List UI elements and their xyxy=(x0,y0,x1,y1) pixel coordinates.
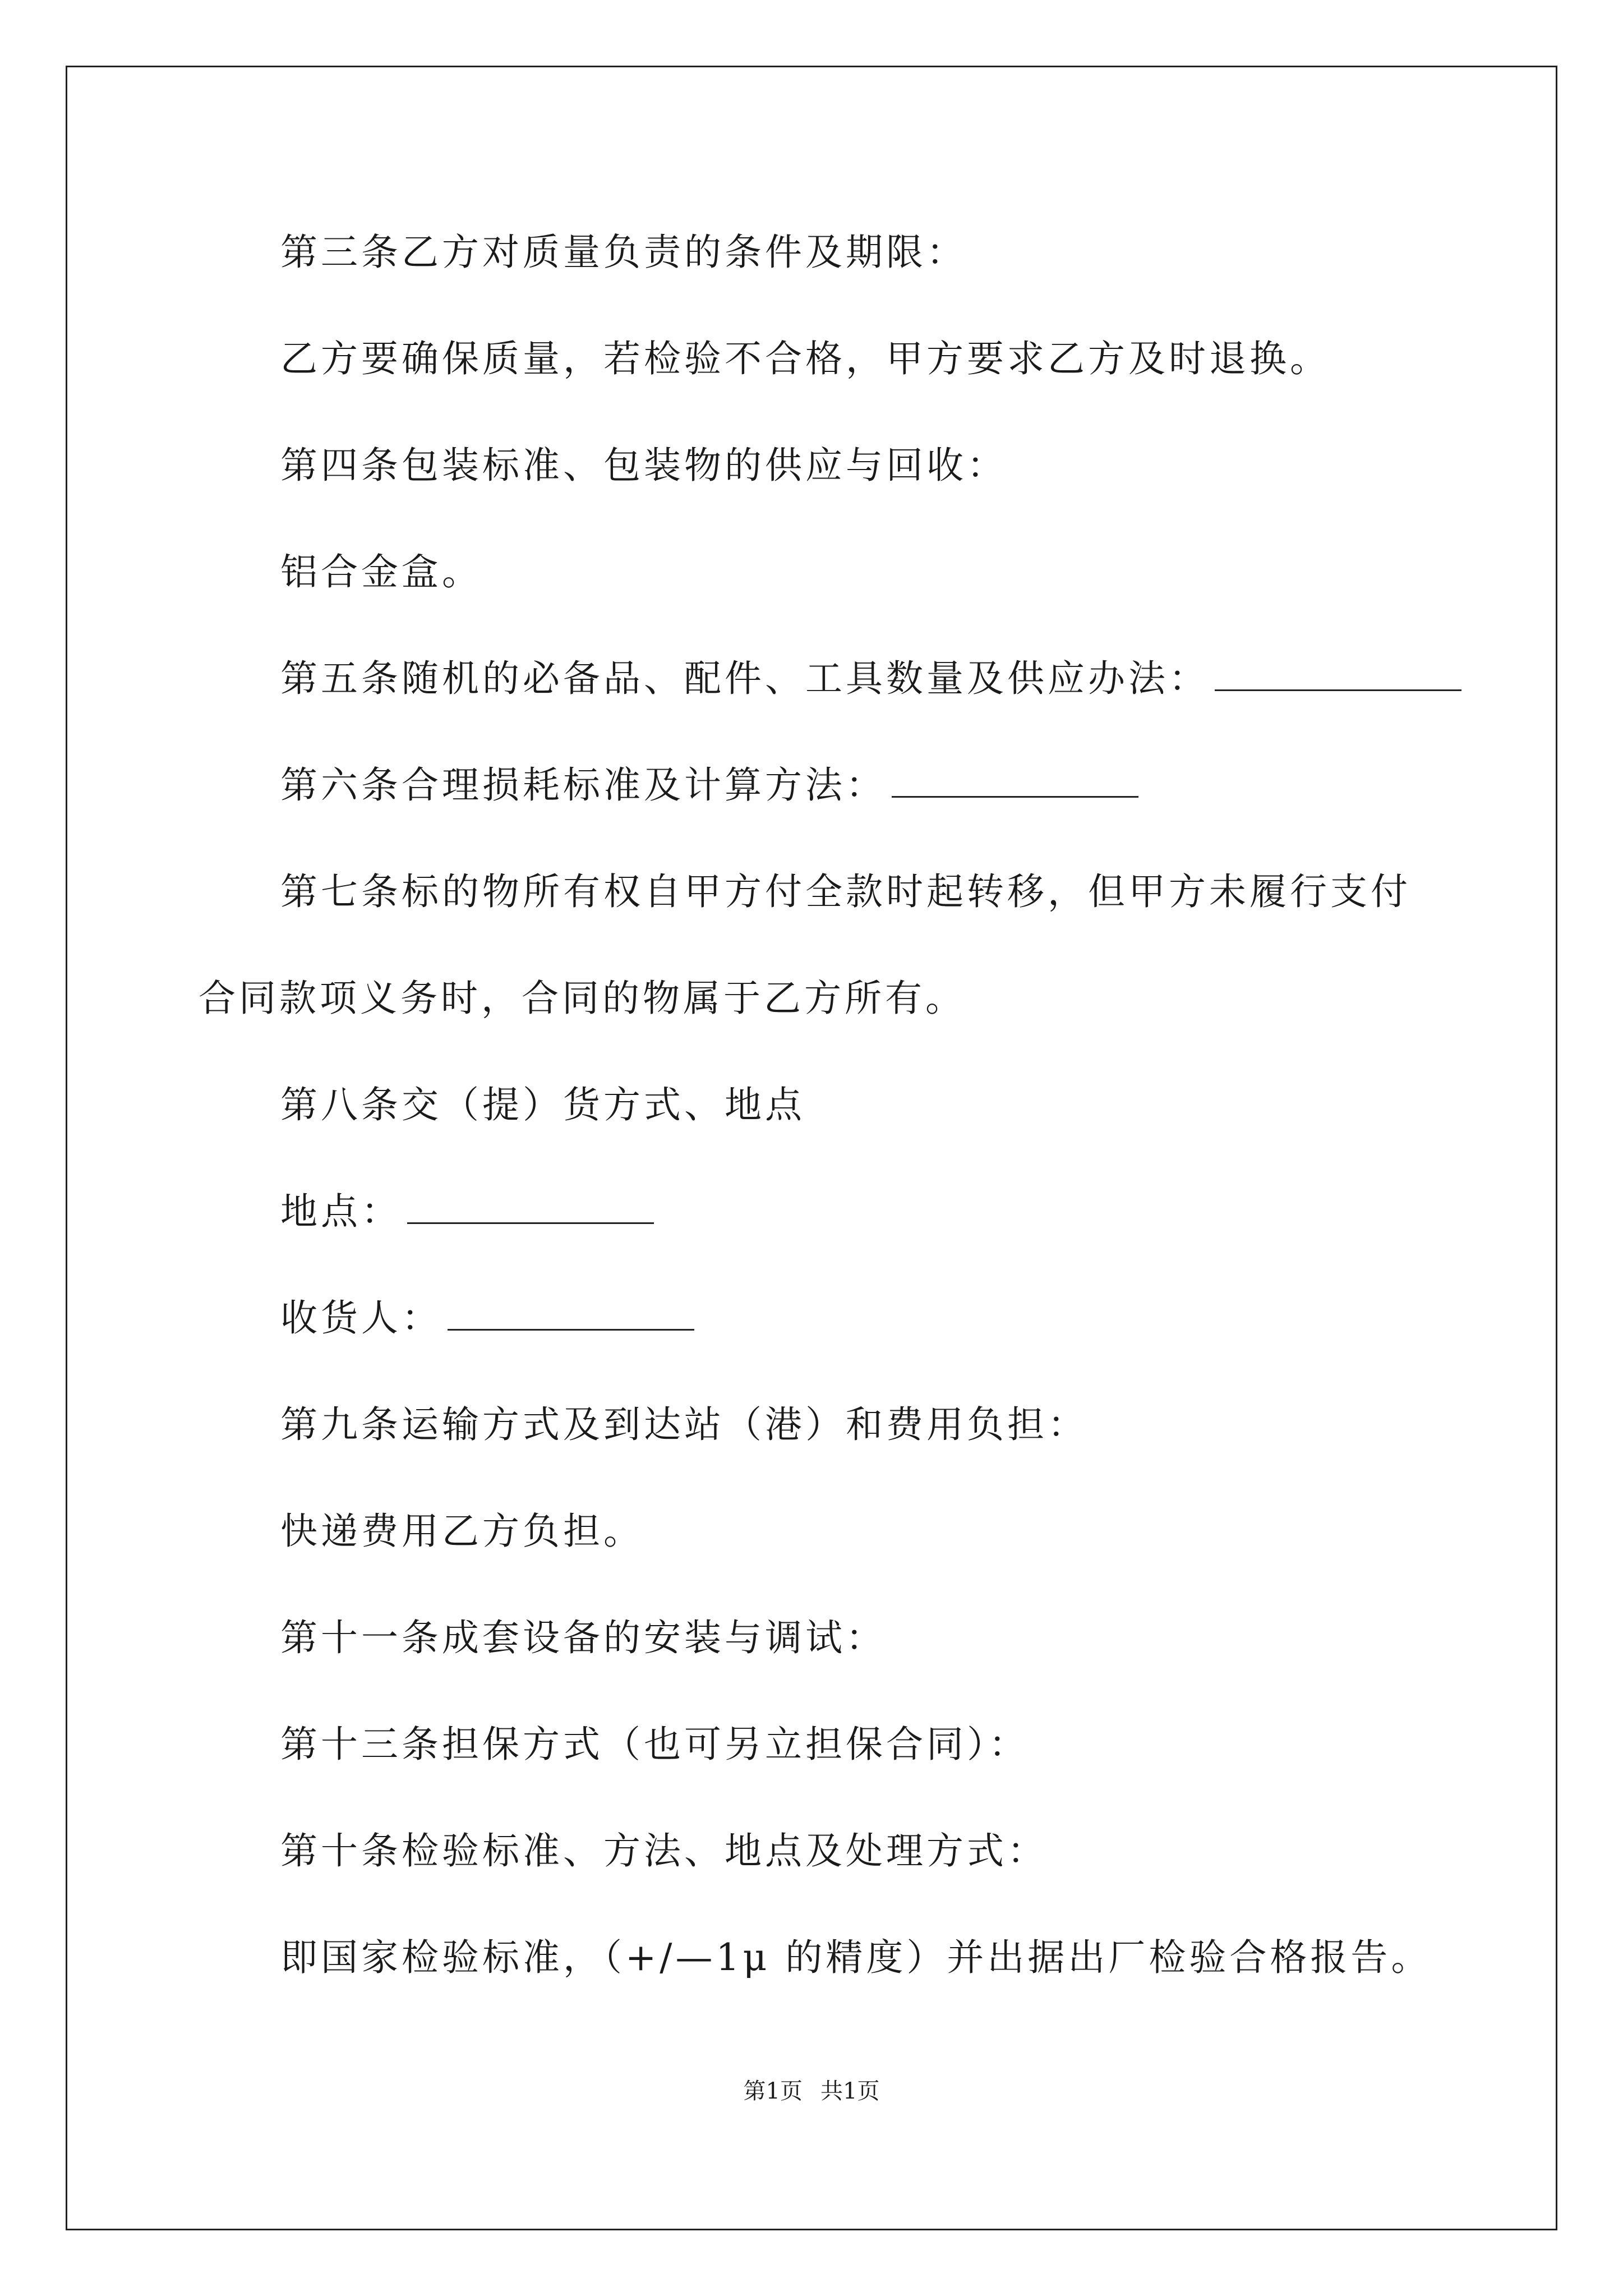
clause-3-body xyxy=(280,334,1330,384)
page-total: 共1页 xyxy=(820,2078,880,2104)
clause-4-title-text: 第四条包装标准、包装物的供应与回收： xyxy=(280,444,1007,487)
clause-3-title xyxy=(280,227,967,278)
blank-fill-line xyxy=(448,1295,694,1331)
clause-9-title xyxy=(280,1400,1088,1450)
clause-5-title xyxy=(280,654,1461,704)
blank-fill-line xyxy=(892,762,1138,798)
clause-9-title-text: 第九条运输方式及到达站（港）和费用负担： xyxy=(280,1403,1088,1446)
consignee xyxy=(280,1293,694,1343)
clause-10-body xyxy=(280,1932,1431,1983)
clause-9-body-text: 快递费用乙方负担。 xyxy=(280,1510,644,1553)
clause-9-body xyxy=(280,1506,644,1557)
clause-8-title-text: 第八条交（提）货方式、地点 xyxy=(280,1083,805,1126)
delivery-location-label: 地点： xyxy=(280,1190,402,1233)
clause-7-text-2: 合同款项义务时，合同的物属于乙方所有。 xyxy=(199,977,966,1020)
blank-fill-line xyxy=(1215,656,1461,691)
clause-13-title xyxy=(280,1719,1029,1770)
clause-7-text-1: 第七条标的物所有权自甲方付全款时起转移，但甲方未履行支付 xyxy=(280,870,1411,913)
clause-5-title-text: 第五条随机的必备品、配件、工具数量及供应办法： xyxy=(280,657,1209,700)
page-number: 第1页 xyxy=(743,2078,803,2104)
clause-10-title-text: 第十条检验标准、方法、地点及处理方式： xyxy=(280,1829,1048,1872)
clause-10-body-text: 即国家检验标准，（+/—1μ 的精度）并出据出厂检验合格报告。 xyxy=(280,1936,1432,1979)
consignee-label: 收货人： xyxy=(280,1296,442,1340)
clause-8-title xyxy=(280,1080,805,1130)
page-footer xyxy=(0,2076,1623,2107)
clause-6-title-text: 第六条合理损耗标准及计算方法： xyxy=(280,763,886,807)
clause-7-body-line-1 xyxy=(280,867,1411,917)
clause-7-body-line-2 xyxy=(199,973,966,1024)
clause-4-body-text: 铝合金盒。 xyxy=(280,550,482,593)
clause-11-title xyxy=(280,1613,886,1663)
clause-4-title xyxy=(280,440,1007,491)
delivery-location xyxy=(280,1186,654,1237)
clause-10-title xyxy=(280,1826,1048,1876)
clause-3-title-text: 第三条乙方对质量负责的条件及期限： xyxy=(280,231,967,274)
clause-6-title xyxy=(280,760,1138,811)
clause-11-title-text: 第十一条成套设备的安装与调试： xyxy=(280,1616,886,1659)
clause-13-title-text: 第十三条担保方式（也可另立担保合同）： xyxy=(280,1723,1029,1766)
clause-3-body-text: 乙方要确保质量，若检验不合格，甲方要求乙方及时退换。 xyxy=(280,337,1330,380)
blank-fill-line xyxy=(407,1189,654,1224)
clause-4-body xyxy=(280,547,482,597)
